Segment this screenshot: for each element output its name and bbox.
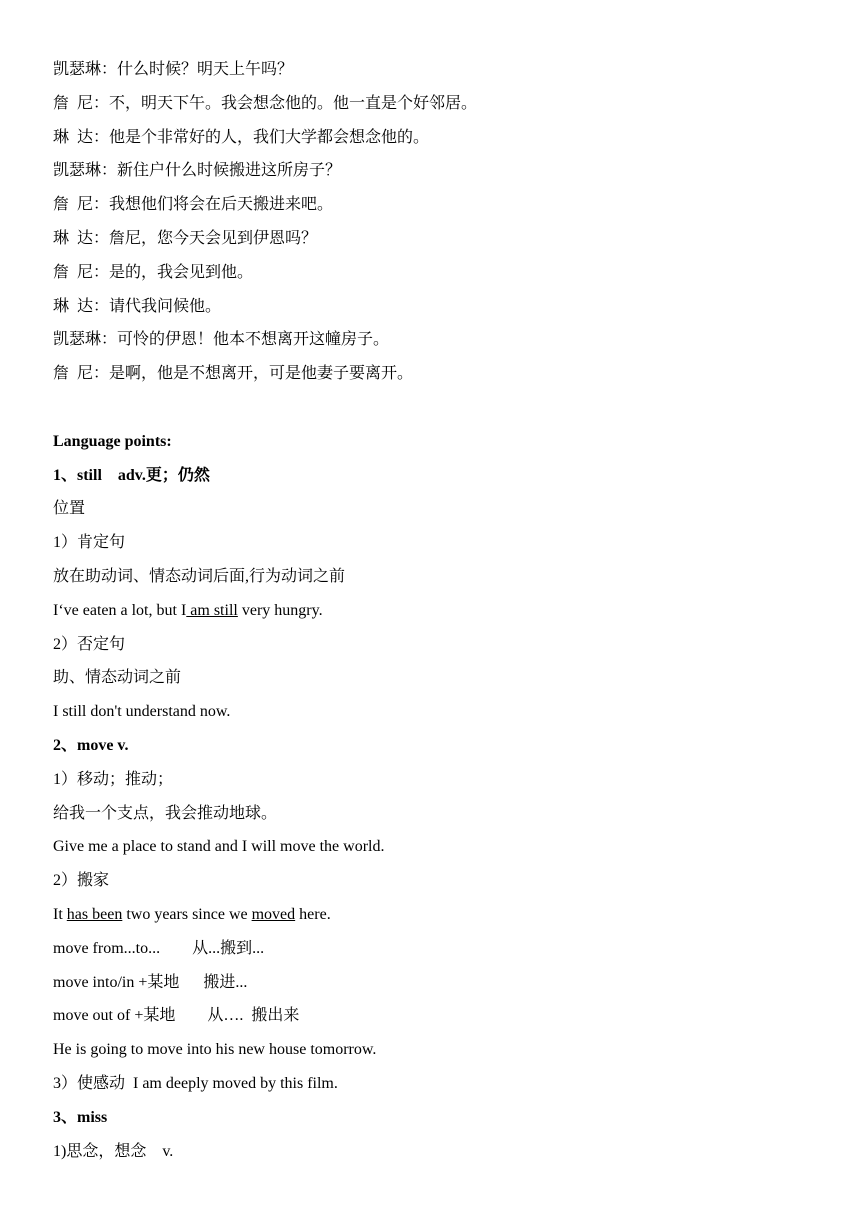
example-sentence: I still don't understand now. — [53, 703, 231, 721]
document-page — [53, 57, 833, 1172]
example-text: It — [53, 905, 67, 923]
phrase-line: move out of +某地 从…. 搬出来 — [53, 1007, 300, 1025]
dialogue-line: 詹 尼：是的，我会见到他。 — [53, 263, 254, 281]
dialogue-line: 詹 尼：不，明天下午。我会想念他的。他一直是个好邻居。 — [53, 94, 478, 112]
section-heading: Language points: — [53, 432, 172, 450]
point-title-move: 2、move v. — [53, 736, 129, 754]
example-sentence: Give me a place to stand and I will move the world. — [53, 838, 385, 856]
underlined-text: am still — [186, 601, 238, 619]
point-text: 位置 — [53, 500, 86, 518]
dialogue-line: 琳 达：詹尼，您今天会见到伊恩吗？ — [53, 229, 318, 247]
dialogue-line: 琳 达：他是个非常好的人，我们大学都会想念他的。 — [53, 128, 430, 146]
point-text: 给我一个支点，我会推动地球。 — [53, 804, 278, 822]
example-text: very hungry. — [237, 601, 323, 619]
dialogue-line: 凯瑟琳：什么时候？明天上午吗？ — [53, 61, 294, 78]
underlined-text: moved — [251, 905, 296, 923]
point-text: 2）否定句 — [53, 635, 126, 653]
point-text: 放在助动词、情态动词后面,行为动词之前 — [53, 567, 346, 585]
point-title-still: 1、still adv.更；仍然 — [53, 466, 210, 484]
point-text: 1）肯定句 — [53, 534, 126, 552]
dialogue-line: 詹 尼：我想他们将会在后天搬进来吧。 — [53, 196, 334, 214]
point-text: 1）移动；推动； — [53, 770, 174, 788]
dialogue-line: 詹 尼：是啊，他是不想离开，可是他妻子要离开。 — [53, 365, 414, 383]
point-title-miss: 3、miss — [53, 1108, 108, 1126]
phrase-line: move from...to... 从...搬到... — [53, 939, 265, 957]
example-text: I‘ve eaten a lot, but I — [53, 601, 187, 619]
dialogue-line: 凯瑟琳：新住户什么时候搬进这所房子？ — [53, 162, 342, 180]
language-points — [53, 429, 833, 1173]
point-text: 助、情态动词之前 — [53, 669, 182, 687]
example-sentence: He is going to move into his new house tomorrow. — [53, 1041, 377, 1059]
dialogue-line: 琳 达：请代我问候他。 — [53, 297, 222, 315]
example-sentence — [53, 598, 833, 632]
phrase-line: move into/in +某地 搬进... — [53, 973, 248, 991]
point-text: 1)思念，想念 v. — [53, 1142, 174, 1160]
spacer — [53, 395, 833, 429]
point-text: 3）使感动 I am deeply moved by this film. — [53, 1074, 338, 1092]
dialogue — [53, 57, 833, 395]
dialogue-line: 凯瑟琳：可怜的伊恩！他本不想离开这幢房子。 — [53, 331, 390, 349]
example-text: two years since we — [122, 905, 252, 923]
point-text: 2）搬家 — [53, 872, 110, 890]
example-sentence — [53, 902, 833, 936]
underlined-text: has been — [66, 905, 123, 923]
example-text: here. — [295, 905, 331, 923]
